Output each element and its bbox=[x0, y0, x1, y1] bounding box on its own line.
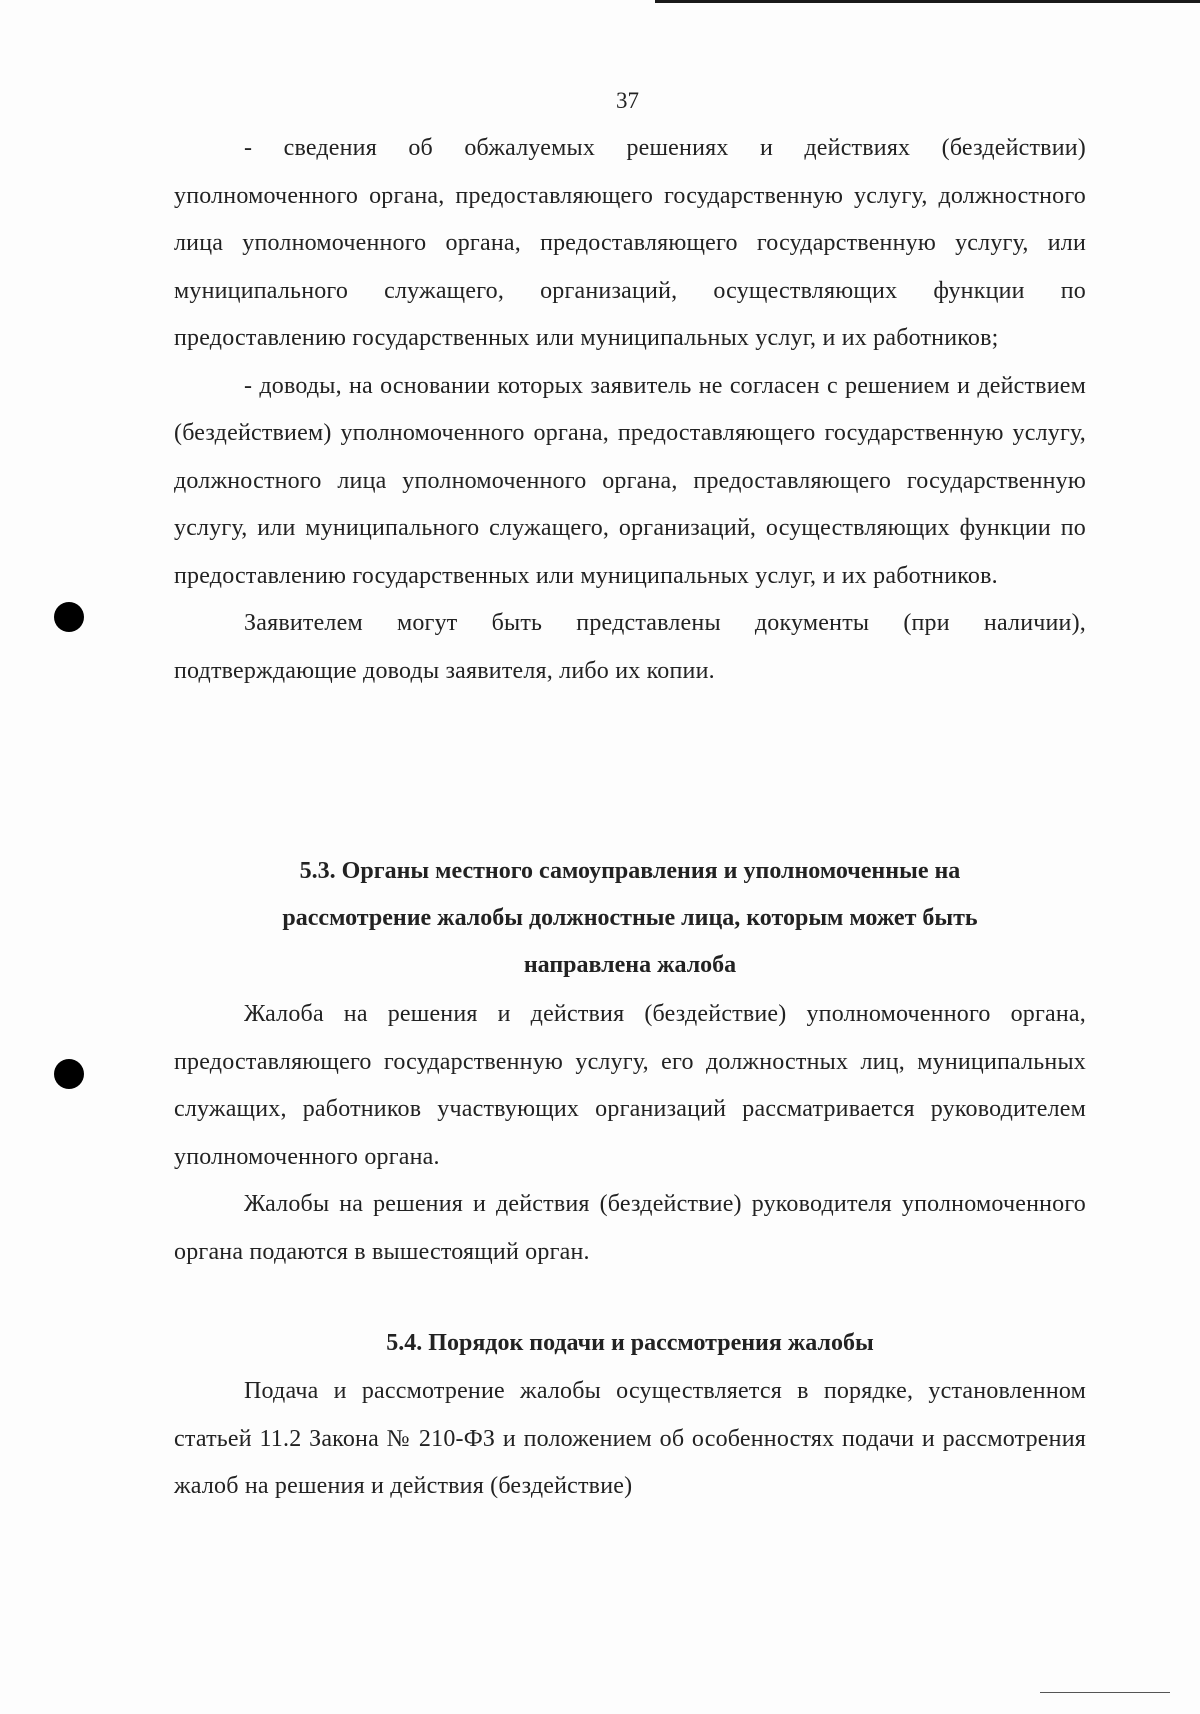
paragraph-supporting-documents: Заявителем могут быть представлены документы (при наличии), подтверждающие доводы заявителя, либо их копии. bbox=[174, 610, 1086, 684]
punch-hole-upper bbox=[54, 602, 84, 632]
paragraph-applicant-arguments: - доводы, на основании которых заявитель не согласен с решением и действием (бездействием) уполномоченного органа, предоставляющего государственную услугу, должностного лица уполномоченного органа, предоставляющего государственную услугу, или муниципального служащего, организаций, осуществляющих функции по предоставлению государственных или муниципальных услуг, и их работников. bbox=[174, 372, 1086, 589]
text-block-section-5-3 bbox=[174, 991, 1086, 1276]
section-heading-5-3: 5.3. Органы местного самоуправления и уполномоченные на рассмотрение жалобы должностные лица, которым может быть направлена жалоба bbox=[282, 858, 978, 978]
bottom-edge-rule bbox=[1040, 1692, 1170, 1693]
text-block-section-5-4 bbox=[174, 1368, 1086, 1511]
punch-hole-lower bbox=[54, 1059, 84, 1089]
text-block-top bbox=[174, 125, 1086, 695]
top-edge-rule bbox=[655, 0, 1200, 3]
section-heading-5-4: 5.4. Порядок подачи и рассмотрения жалобы bbox=[386, 1330, 874, 1356]
paragraph-complaint-review: Жалоба на решения и действия (бездействие) уполномоченного органа, предоставляющего государственную услугу, его должностных лиц, муниципальных служащих, работников участвующих организаций рассматривается руководителем уполномоченного органа. bbox=[174, 1001, 1086, 1170]
paragraph-filing-procedure: Подача и рассмотрение жалобы осуществляется в порядке, установленном статьей 11.2 Закона № 210-ФЗ и положением об особенностях подачи и рассмотрения жалоб на решения и действия (бездействие) bbox=[174, 1378, 1086, 1499]
page-number: 37 bbox=[616, 88, 639, 113]
paragraph-higher-authority: Жалобы на решения и действия (бездействие) руководителя уполномоченного органа подаются в вышестоящий орган. bbox=[174, 1191, 1086, 1265]
paragraph-appeal-details: - сведения об обжалуемых решениях и действиях (бездействии) уполномоченного органа, предоставляющего государственную услугу, должностного лица уполномоченного органа, предоставляющего государственную услугу, или муниципального служащего, организаций, осуществляющих функции по предоставлению государственных или муниципальных услуг, и их работников; bbox=[174, 135, 1086, 351]
